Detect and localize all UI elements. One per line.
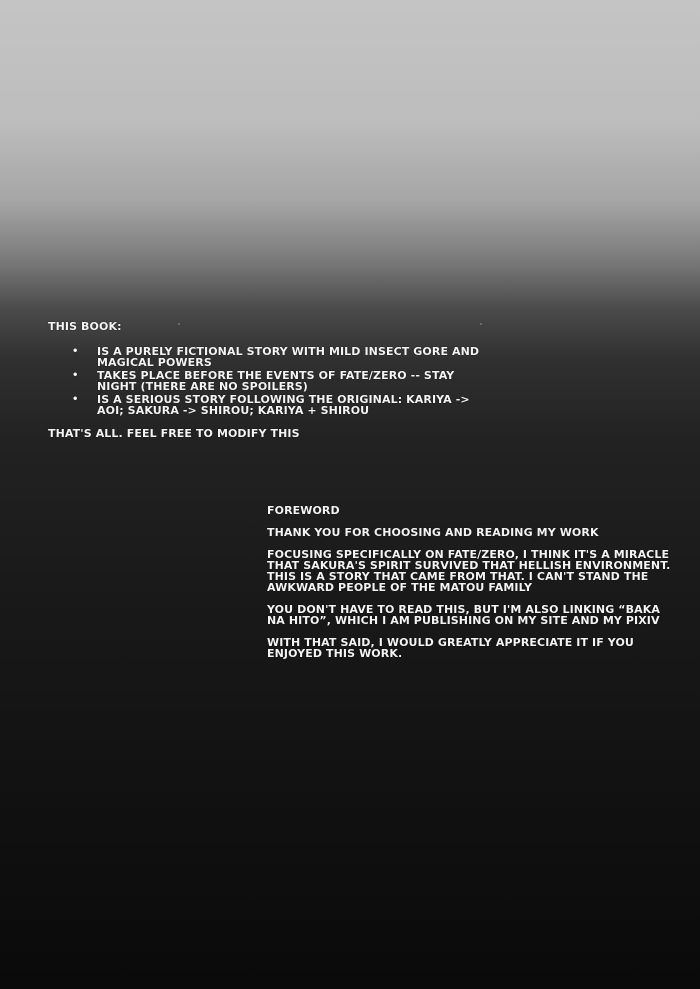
foreword-paragraph: THANK YOU FOR CHOOSING AND READING MY WORK <box>267 526 599 539</box>
foreword-paragraph: YOU DON'T HAVE TO READ THIS, BUT I'M ALSO LINKING “BAKA NA HITO”, WHICH I AM PUBLISHING ON MY SITE AND MY PIXIV <box>267 603 660 627</box>
scan-speck <box>480 323 482 325</box>
bullet-icon: • <box>72 346 79 357</box>
foreword-section <box>267 505 672 670</box>
list-item <box>48 394 488 416</box>
disclaimer-closing: THAT'S ALL. FEEL FREE TO MODIFY THIS <box>48 427 300 440</box>
list-item-text: IS A SERIOUS STORY FOLLOWING THE ORIGINAL: KARIYA -> AOI; SAKURA -> SHIROU; KARIYA + SHIROU <box>97 393 470 417</box>
list-item <box>48 346 488 368</box>
foreword-title: FOREWORD <box>267 504 340 517</box>
disclaimer-section <box>48 321 488 439</box>
list-item-text: IS A PURELY FICTIONAL STORY WITH MILD INSECT GORE AND MAGICAL POWERS <box>97 345 480 369</box>
list-item-text: TAKES PLACE BEFORE THE EVENTS OF FATE/ZERO -- STAY NIGHT (THERE ARE NO SPOILERS) <box>97 369 455 393</box>
foreword-paragraph: WITH THAT SAID, I WOULD GREATLY APPRECIATE IT IF YOU ENJOYED THIS WORK. <box>267 636 634 660</box>
scan-speck <box>178 323 180 325</box>
disclaimer-heading: THIS BOOK: <box>48 320 122 333</box>
foreword-paragraph: FOCUSING SPECIFICALLY ON FATE/ZERO, I THINK IT'S A MIRACLE THAT SAKURA'S SPIRIT SURVIVED THAT HELLISH ENVIRONMENT. THIS IS A STORY THAT CAME FROM THAT. I CAN'T STAND THE AWKWARD PEOPLE OF THE MATOU FAMILY <box>267 548 671 594</box>
bullet-icon: • <box>72 370 79 381</box>
list-item <box>48 370 488 392</box>
disclaimer-list <box>48 346 488 416</box>
bullet-icon: • <box>72 394 79 405</box>
